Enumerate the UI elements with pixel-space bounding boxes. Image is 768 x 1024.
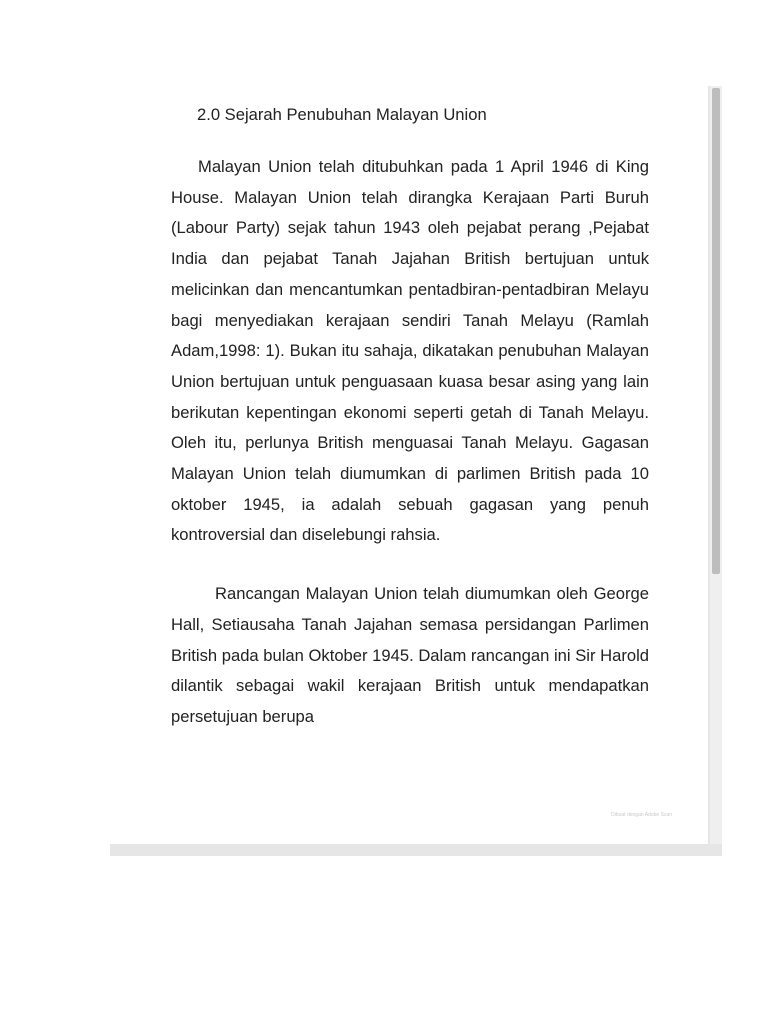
- scan-watermark: Dibuat dengan Adobe Scan: [611, 812, 672, 818]
- document-page: [110, 86, 708, 844]
- scrollbar-thumb[interactable]: [712, 88, 720, 574]
- paragraph-1: Malayan Union telah ditubuhkan pada 1 April 1946 di King House. Malayan Union telah dirangka Kerajaan Parti Buruh (Labour Party) sejak tahun 1943 oleh pejabat perang ,Pejabat India dan pejabat Tanah Jajahan British bertujuan untuk melicinkan dan mencantumkan pentadbiran-pentadbiran Melayu bagi menyediakan kerajaan sendiri Tanah Melayu (Ramlah Adam,1998: 1). Bukan itu sahaja, dikatakan penubuhan Malayan Union bertujuan untuk penguasaan kuasa besar asing yang lain berikutan kepentingan ekonomi seperti getah di Tanah Melayu. Oleh itu, perlunya British menguasai Tanah Melayu. Gagasan Malayan Union telah diumumkan di parlimen British pada 10 oktober 1945, ia adalah sebuah gagasan yang penuh kontroversial dan diselebungi rahsia.: [171, 157, 649, 545]
- section-heading: 2.0 Sejarah Penubuhan Malayan Union: [197, 105, 487, 124]
- vertical-scrollbar[interactable]: [710, 86, 722, 844]
- document-content: [171, 100, 649, 733]
- paragraph-2: Rancangan Malayan Union telah diumumkan oleh George Hall, Setiausaha Tanah Jajahan semasa persidangan Parlimen British pada bulan Oktober 1945. Dalam rancangan ini Sir Harold dilantik sebagai wakil kerajaan British untuk mendapatkan persetujuan berupa: [171, 584, 649, 726]
- document-viewer: [110, 86, 722, 856]
